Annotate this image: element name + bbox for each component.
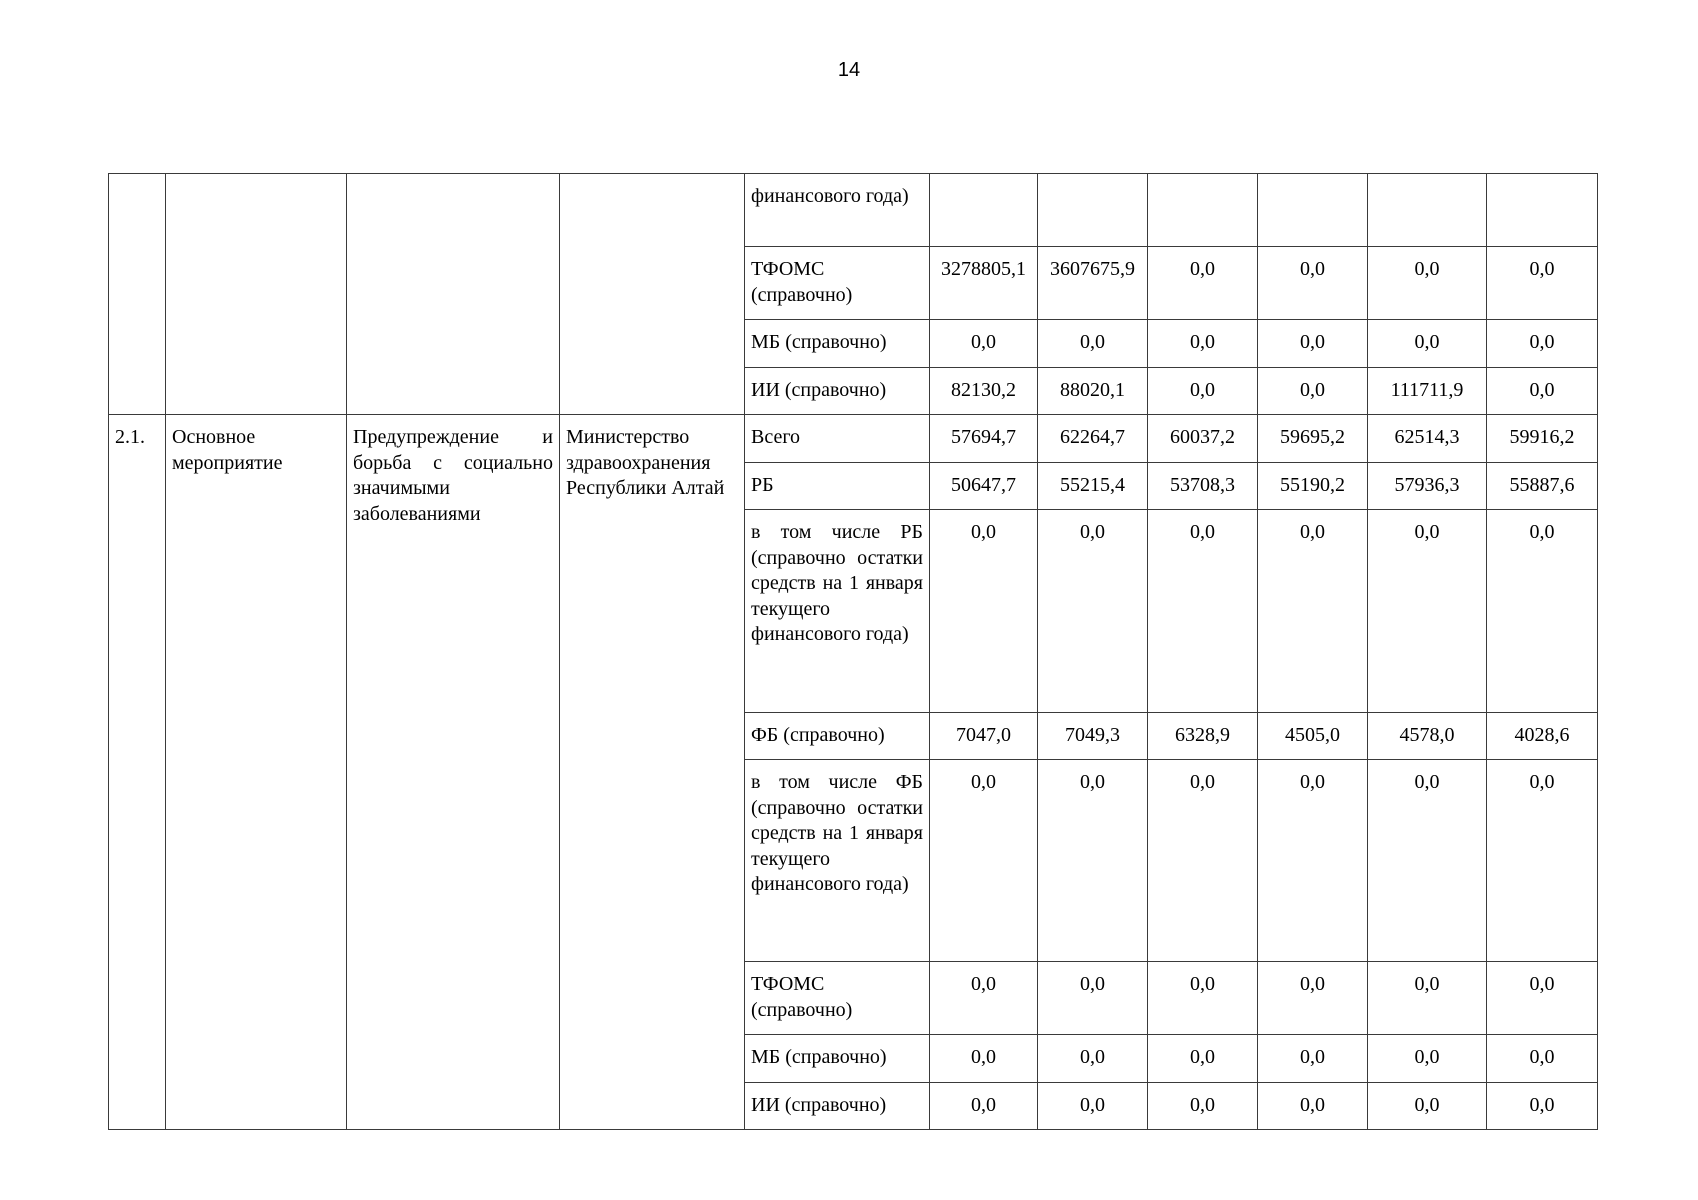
value-cell: 59695,2 [1258, 415, 1368, 463]
source-cell: ИИ (справочно) [745, 368, 930, 415]
source-cell: ТФОМС (справочно) [745, 962, 930, 1035]
measure-executor: Министерство здравоохранения Республики Алтай [560, 415, 745, 1130]
name-cell [347, 174, 560, 415]
value-cell: 0,0 [930, 320, 1038, 368]
value-cell: 111711,9 [1368, 368, 1487, 415]
value-cell: 7049,3 [1038, 713, 1148, 760]
value-cell: 0,0 [1368, 1083, 1487, 1130]
measure-type: Основное мероприятие [166, 415, 347, 1130]
value-cell: 82130,2 [930, 368, 1038, 415]
value-cell [1368, 174, 1487, 247]
executor-cell [560, 174, 745, 415]
value-cell: 0,0 [1258, 320, 1368, 368]
value-cell: 0,0 [1368, 760, 1487, 962]
source-cell: финансового года) [745, 174, 930, 247]
value-cell [1038, 174, 1148, 247]
value-cell: 0,0 [1038, 320, 1148, 368]
value-cell: 0,0 [930, 1083, 1038, 1130]
value-cell: 57936,3 [1368, 463, 1487, 510]
value-cell: 0,0 [1487, 510, 1598, 713]
value-cell: 0,0 [1038, 1035, 1148, 1083]
value-cell: 3607675,9 [1038, 247, 1148, 320]
measure-name: Предупреждение и борьба с социально значимыми заболеваниями [347, 415, 560, 1130]
value-cell: 0,0 [1258, 247, 1368, 320]
value-cell: 59916,2 [1487, 415, 1598, 463]
value-cell: 0,0 [1148, 368, 1258, 415]
value-cell: 0,0 [1148, 1083, 1258, 1130]
value-cell [930, 174, 1038, 247]
source-cell: ТФОМС (справочно) [745, 247, 930, 320]
value-cell [1148, 174, 1258, 247]
value-cell: 0,0 [1258, 760, 1368, 962]
value-cell: 0,0 [1148, 247, 1258, 320]
value-cell: 0,0 [1148, 760, 1258, 962]
value-cell: 0,0 [1368, 247, 1487, 320]
value-cell: 0,0 [1148, 320, 1258, 368]
value-cell: 0,0 [1258, 368, 1368, 415]
value-cell: 4028,6 [1487, 713, 1598, 760]
value-cell: 0,0 [1368, 320, 1487, 368]
number-cell [109, 174, 166, 415]
source-cell: в том числе ФБ (справочно остатки средств на 1 января текущего финансового года) [745, 760, 930, 962]
value-cell: 0,0 [1038, 1083, 1148, 1130]
source-cell: РБ [745, 463, 930, 510]
table-row [109, 174, 1598, 247]
value-cell: 6328,9 [1148, 713, 1258, 760]
source-cell: МБ (справочно) [745, 1035, 930, 1083]
value-cell: 0,0 [1038, 760, 1148, 962]
value-cell: 0,0 [1487, 247, 1598, 320]
value-cell: 0,0 [1368, 510, 1487, 713]
value-cell: 0,0 [1487, 320, 1598, 368]
value-cell: 0,0 [930, 510, 1038, 713]
value-cell: 0,0 [1038, 510, 1148, 713]
value-cell: 0,0 [930, 760, 1038, 962]
measure-number: 2.1. [109, 415, 166, 1130]
funding-table [108, 173, 1598, 1130]
value-cell: 4505,0 [1258, 713, 1368, 760]
source-cell: Всего [745, 415, 930, 463]
value-cell: 0,0 [930, 962, 1038, 1035]
source-cell: МБ (справочно) [745, 320, 930, 368]
value-cell: 0,0 [1368, 1035, 1487, 1083]
value-cell: 50647,7 [930, 463, 1038, 510]
value-cell [1258, 174, 1368, 247]
value-cell: 0,0 [1487, 1083, 1598, 1130]
source-cell: ФБ (справочно) [745, 713, 930, 760]
value-cell: 55215,4 [1038, 463, 1148, 510]
value-cell: 62264,7 [1038, 415, 1148, 463]
value-cell: 88020,1 [1038, 368, 1148, 415]
page-number: 14 [837, 59, 861, 81]
value-cell: 0,0 [1258, 510, 1368, 713]
value-cell: 0,0 [1487, 1035, 1598, 1083]
value-cell: 55887,6 [1487, 463, 1598, 510]
value-cell: 0,0 [1148, 510, 1258, 713]
value-cell: 0,0 [1258, 962, 1368, 1035]
value-cell: 57694,7 [930, 415, 1038, 463]
table-row [109, 415, 1598, 463]
value-cell: 0,0 [1487, 760, 1598, 962]
value-cell: 0,0 [1258, 1035, 1368, 1083]
value-cell: 55190,2 [1258, 463, 1368, 510]
value-cell: 62514,3 [1368, 415, 1487, 463]
value-cell: 0,0 [1258, 1083, 1368, 1130]
value-cell: 53708,3 [1148, 463, 1258, 510]
source-cell: в том числе РБ (справочно остатки средств на 1 января текущего финансового года) [745, 510, 930, 713]
value-cell: 0,0 [1038, 962, 1148, 1035]
value-cell: 0,0 [1368, 962, 1487, 1035]
value-cell: 60037,2 [1148, 415, 1258, 463]
source-cell: ИИ (справочно) [745, 1083, 930, 1130]
value-cell [1487, 174, 1598, 247]
value-cell: 7047,0 [930, 713, 1038, 760]
value-cell: 0,0 [1487, 368, 1598, 415]
value-cell: 0,0 [1487, 962, 1598, 1035]
type-cell [166, 174, 347, 415]
value-cell: 0,0 [1148, 962, 1258, 1035]
value-cell: 3278805,1 [930, 247, 1038, 320]
value-cell: 0,0 [1148, 1035, 1258, 1083]
value-cell: 4578,0 [1368, 713, 1487, 760]
value-cell: 0,0 [930, 1035, 1038, 1083]
